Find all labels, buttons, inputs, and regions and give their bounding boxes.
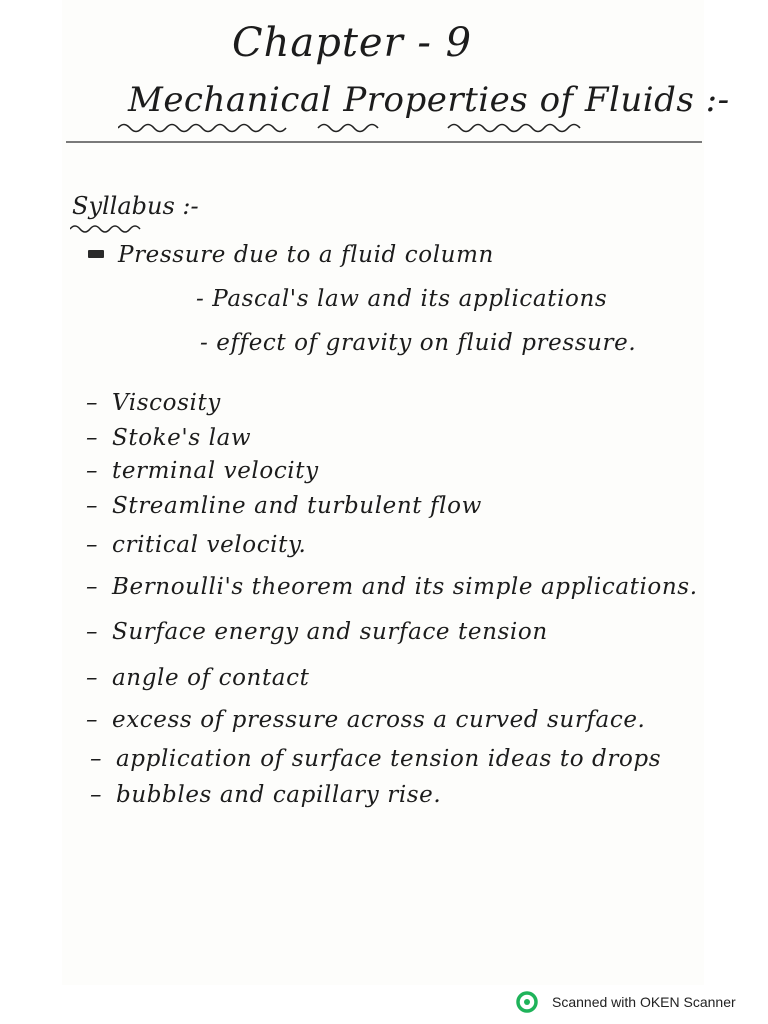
oken-scanner-logo-icon — [516, 991, 538, 1013]
list-item: – Stoke's law — [86, 425, 252, 451]
list-item-text: Surface energy and surface tension — [112, 619, 548, 645]
list-item-text: angle of contact — [112, 665, 310, 691]
list-item: – angle of contact — [86, 665, 310, 691]
scanner-watermark-text: Scanned with OKEN Scanner — [552, 994, 736, 1010]
sub-topic: - effect of gravity on fluid pressure. — [200, 330, 637, 356]
list-item-text: Bernoulli's theorem and its simple applications. — [112, 574, 698, 600]
list-item-text: Streamline and turbulent flow — [112, 493, 482, 519]
filled-bullet-icon — [88, 250, 104, 258]
list-item-text: application of surface tension ideas to drops — [116, 746, 662, 772]
list-item: – terminal velocity — [86, 458, 319, 484]
scanner-watermark — [516, 990, 736, 1014]
main-topic: Pressure due to a fluid column — [118, 242, 494, 268]
list-item-text: terminal velocity — [112, 458, 319, 484]
list-item: – Bernoulli's theorem and its simple applications. — [86, 574, 698, 600]
list-item-text: excess of pressure across a curved surface. — [112, 707, 646, 733]
sub-topic: - Pascal's law and its applications — [196, 286, 608, 312]
syllabus-underline-squiggle — [70, 222, 170, 236]
list-item-text: critical velocity. — [112, 532, 307, 558]
list-item: – Viscosity — [86, 390, 221, 416]
list-item: – Surface energy and surface tension — [86, 619, 548, 645]
chapter-number: Chapter - 9 — [232, 20, 473, 66]
syllabus-heading: Syllabus :- — [72, 192, 199, 220]
list-item: – bubbles and capillary rise. — [90, 782, 442, 808]
list-item-text: bubbles and capillary rise. — [116, 782, 442, 808]
list-item: – excess of pressure across a curved surface. — [86, 707, 646, 733]
header-divider — [66, 141, 702, 143]
list-item-text: Stoke's law — [112, 425, 252, 451]
list-item: – application of surface tension ideas to drops — [90, 746, 662, 772]
list-item: – Streamline and turbulent flow — [86, 493, 482, 519]
list-item-text: Viscosity — [112, 390, 221, 416]
title-underline-squiggle — [118, 118, 638, 138]
list-item: – critical velocity. — [86, 532, 307, 558]
chapter-title: Mechanical Properties of Fluids :- — [128, 80, 730, 120]
